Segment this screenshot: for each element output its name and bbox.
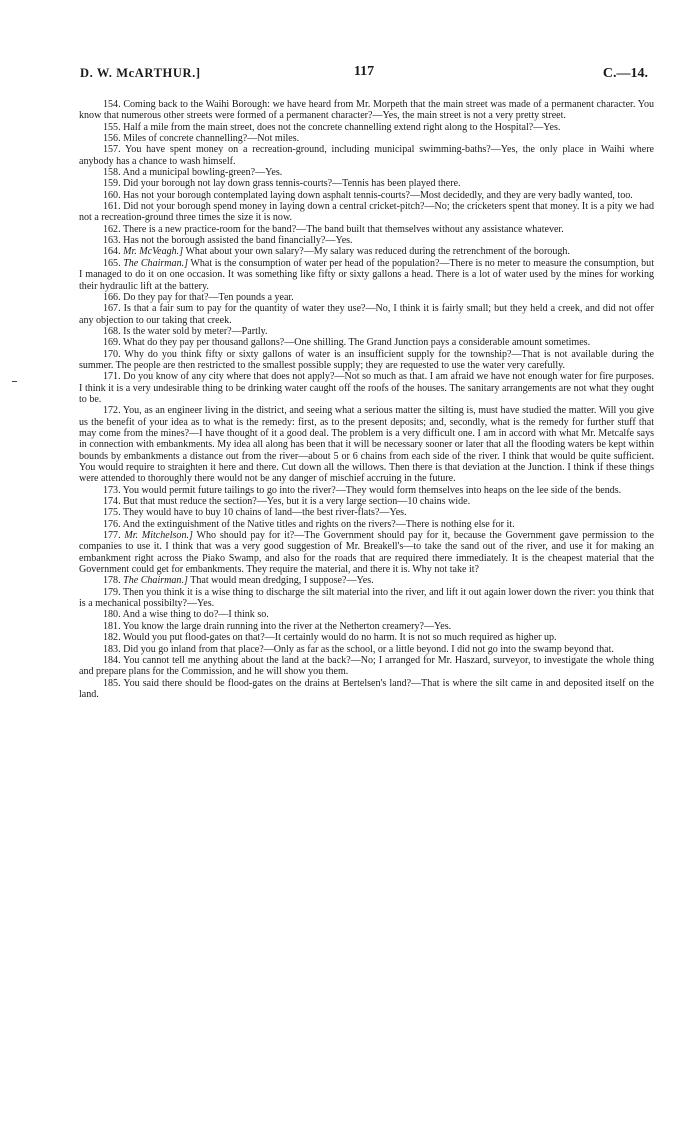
question-number: 171.: [103, 371, 121, 383]
question-answer-text: You said there should be flood-gates on the drains at Bertelsen's land?—That is where the silt came in and deposited itself on the land.: [79, 677, 655, 700]
question-answer-text: Did your borough not lay down grass tennis-courts?—Tennis has been played there.: [123, 178, 461, 190]
question-number: 155.: [103, 121, 121, 133]
question-number: 169.: [103, 337, 121, 349]
question-answer-text: You would permit future tailings to go into the river?—They would form themselves into heaps on the lee side of the bends.: [122, 484, 622, 496]
question-number: 164.: [103, 246, 121, 258]
question-answer-text: And a wise thing to do?—I think so.: [122, 609, 269, 621]
question-answer-text: Is the water sold by meter?—Partly.: [123, 325, 268, 337]
question-number: 176.: [103, 518, 121, 530]
question-paragraph: [79, 621, 654, 632]
question-paragraph: [79, 122, 654, 133]
speaker-label: The Chairman.]: [123, 575, 188, 587]
question-number: 158.: [103, 167, 121, 179]
question-paragraph: [79, 371, 654, 405]
question-answer-text: What about your own salary?—My salary was reduced during the retrenchment of the borough.: [185, 246, 570, 258]
question-number: 154.: [103, 99, 121, 110]
question-number: 174.: [103, 496, 121, 508]
question-paragraph: [79, 337, 654, 348]
question-paragraph: [79, 496, 654, 507]
question-number: 172.: [103, 405, 121, 417]
question-answer-text: Then you think it is a wise thing to discharge the silt material into the river, and lift it out again lower down the river: you think that is a mechanical possibilty?—Yes.: [79, 586, 654, 610]
question-number: 161.: [103, 201, 121, 213]
question-number: 178.: [103, 575, 121, 587]
question-paragraph: [79, 190, 654, 201]
question-answer-text: But that must reduce the section?—Yes, but it is a very large section—10 chains wide.: [123, 496, 471, 508]
question-paragraph: [79, 133, 654, 144]
question-answer-text: Who should pay for it?—The Government should pay for it, because the Government gave permission to the companies to use it. I think that was a very good suggestion of Mr. Breakell's—to take the sand out of the river, and use it for making an embankment right across the Piako Swamp, and also for the roads that are required there immediately. It is the cheapest material that the Government could get for embankments. They require the material, and there it is. Why not take it?: [79, 530, 654, 576]
question-answer-text: You have spent money on a recreation-ground, including municipal swimming-baths?—Yes, the only place in Waihi where anybody has a chance to wash himself.: [79, 144, 655, 167]
question-paragraph: [79, 587, 654, 610]
question-number: 173.: [103, 484, 121, 496]
question-number: 162.: [103, 223, 121, 235]
question-paragraph: [79, 405, 654, 484]
question-answer-text: And the extinguishment of the Native titles and rights on the rivers?—There is nothing else for it.: [122, 518, 515, 530]
question-number: 157.: [103, 144, 121, 156]
question-paragraph: [79, 144, 654, 167]
witness-name: D. W. McARTHUR.]: [80, 66, 201, 80]
question-answer-text: There is a new practice-room for the band?—The band built that themselves without any assistance whatever.: [122, 223, 564, 235]
question-number: 177.: [103, 530, 121, 542]
question-answer-text: Why do you think fifty or sixty gallons of water is an insufficient supply for the township?—That is not available during the summer. The people are then restricted to the smallest possible supply; they are requested to use the water very carefully.: [79, 348, 654, 371]
question-paragraph: [79, 99, 654, 122]
question-paragraph: [79, 167, 654, 178]
question-answer-text: Do they pay for that?—Ten pounds a year.: [123, 291, 294, 303]
question-number: 182.: [103, 632, 121, 644]
question-paragraph: [79, 303, 654, 326]
question-answer-text: You cannot tell me anything about the land at the back?—No; I arranged for Mr. Haszard, surveyor, to investigate the whole thing and prepare plans for the Commission, and he will show you them.: [79, 654, 654, 678]
question-answer-text: Miles of concrete channelling?—Not miles.: [123, 133, 300, 145]
question-paragraph: [79, 609, 654, 620]
question-answer-text: Did not your borough spend money in laying down a central cricket-pitch?—No; the cricketers spent that money. It is a pity we had not a recreation-ground three times the size it is now.: [79, 201, 654, 224]
question-paragraph: [79, 235, 654, 246]
page-header: [80, 66, 648, 86]
question-answer-text: Half a mile from the main street, does not the concrete channelling extend right along to the Hospital?—Yes.: [123, 121, 561, 133]
question-answer-text: Coming back to the Waihi Borough: we have heard from Mr. Morpeth that the main street was made of a permanent character. You know that numerous other streets were formed of a permanent character?—Yes, the main street is not a very pretty street.: [79, 99, 655, 122]
question-answer-text: That would mean dredging, I suppose?—Yes.: [190, 575, 374, 587]
document-body: [79, 99, 654, 700]
question-answer-text: Has not the borough assisted the band financially?—Yes.: [123, 235, 353, 247]
question-number: 179.: [103, 586, 121, 598]
question-paragraph: [79, 224, 654, 235]
question-paragraph: [79, 326, 654, 337]
question-paragraph: [79, 575, 654, 586]
question-paragraph: [79, 349, 654, 372]
question-paragraph: [79, 632, 654, 643]
question-number: 180.: [103, 609, 121, 621]
question-answer-text: You, as an engineer living in the district, and seeing what a serious matter the silting is, must have studied the matter. Will you give us the benefit of your idea as to what is the remedy: first, as to the present deposits; and, secondly, what is the remedy for further stuff that may come from the mines?—I have thought of it a good deal. The problem is a very difficult one. I am in accord with what Mr. Metcalfe says in connection with embankments. My idea all along has been that it will be necessary sooner or later that all the flooding waters be kept within bounds by embankments a distance out from the river—about 5 or 6 chains from each side of the river. I think that would be quite sufficient. You would require to straighten it here and there. Cut down all the willows. Then there is that deviation at the Junction. I think if these things were attended to thoroughly there would not be any danger of mischief accruing in the future.: [79, 405, 654, 485]
question-number: 184.: [103, 654, 121, 666]
question-number: 175.: [103, 507, 121, 519]
question-answer-text: Did you go inland from that place?—Only as far as the school, or a little beyond. I did not go into the swamp beyond that.: [123, 643, 614, 655]
question-paragraph: [79, 246, 654, 257]
question-number: 160.: [103, 189, 121, 201]
question-answer-text: They would have to buy 10 chains of land—the best river-flats?—Yes.: [122, 507, 407, 519]
question-answer-text: What do they pay per thousand gallons?—One shilling. The Grand Junction pays a considerable amount sometimes.: [122, 337, 591, 349]
question-paragraph: [79, 678, 654, 701]
question-number: 181.: [103, 620, 121, 632]
question-answer-text: Do you know of any city where that does not apply?—Not so much as that. I am afraid we have not enough water for fire purposes. I think it is a very undesirable thing to be drinking water caught off the roofs of the houses. The sanitary arrangements are not what they ought to be.: [79, 371, 654, 405]
question-number: 166.: [103, 291, 121, 303]
question-answer-text: What is the consumption of water per head of the population?—There is no meter to measure the consumption, but I managed to do it on one occasion. It was something like fifty or sixty gallons a head. There is a lot of water used by the mines for working their hydraulic lift at the battery.: [79, 257, 654, 292]
question-paragraph: [79, 258, 654, 292]
question-paragraph: [79, 644, 654, 655]
question-number: 170.: [103, 348, 121, 360]
question-paragraph: [79, 530, 654, 575]
question-paragraph: [79, 507, 654, 518]
question-answer-text: You know the large drain running into the river at the Netherton creamery?—Yes.: [122, 620, 452, 632]
speaker-label: The Chairman.]: [123, 257, 189, 269]
document-reference: C.—14.: [602, 66, 648, 81]
question-number: 159.: [103, 178, 121, 190]
question-number: 163.: [103, 235, 121, 247]
margin-mark: [12, 381, 17, 382]
question-number: 167.: [103, 303, 121, 315]
speaker-label: Mr. McVeagh.]: [123, 246, 184, 258]
question-paragraph: [79, 201, 654, 224]
question-number: 185.: [103, 677, 121, 689]
speaker-label: Mr. Mitchelson.]: [124, 530, 193, 542]
question-paragraph: [79, 485, 654, 496]
question-answer-text: Has not your borough contemplated laying down asphalt tennis-courts?—Most decidedly, and they are very badly wanted, too.: [123, 189, 633, 201]
question-paragraph: [79, 519, 654, 530]
question-paragraph: [79, 178, 654, 189]
question-number: 168.: [103, 325, 121, 337]
question-answer-text: And a municipal bowling-green?—Yes.: [122, 167, 283, 179]
question-paragraph: [79, 655, 654, 678]
question-answer-text: Would you put flood-gates on that?—It certainly would do no harm. It is not so much required as higher up.: [122, 632, 557, 644]
question-paragraph: [79, 292, 654, 303]
question-number: 156.: [103, 133, 121, 145]
question-number: 165.: [103, 257, 121, 269]
page-number: 117: [353, 64, 375, 79]
question-answer-text: Is that a fair sum to pay for the quantity of water they use?—No, I think it is fairly small; but they held a creek, and did not offer any objection to our taking that creek.: [79, 303, 654, 326]
question-number: 183.: [103, 643, 121, 655]
